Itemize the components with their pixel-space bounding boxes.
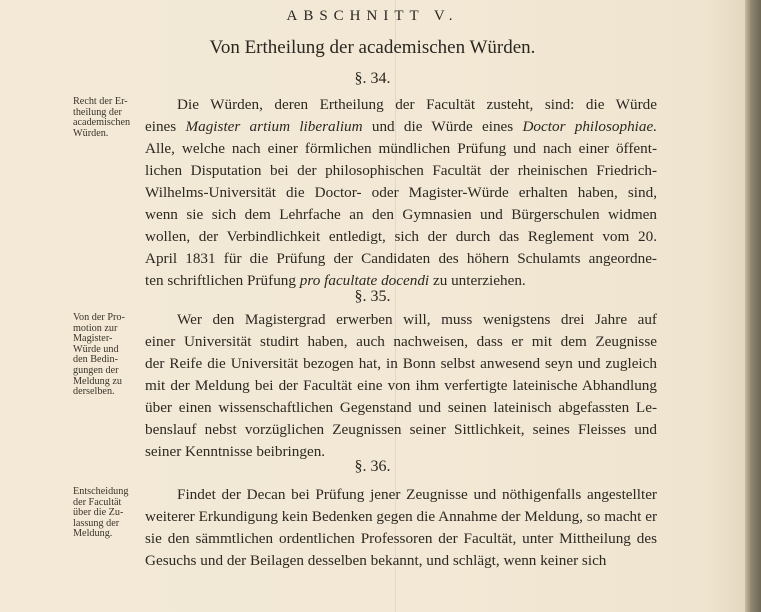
section-heading: ABSCHNITT V. xyxy=(286,8,459,24)
margin-note-36 xyxy=(73,487,143,540)
margin-note-line: theilung der xyxy=(73,106,122,118)
text-line: Findet der Decan bei Prüfung jener Zeugnisse und nöthigenfalls angestellter xyxy=(177,486,657,503)
margin-note-line: Entscheidung xyxy=(73,486,129,497)
margin-note-line: der Facultät xyxy=(73,496,122,508)
text-line: ten schriftlichen Prüfung pro facultate docendi zu unterziehen. xyxy=(145,272,526,289)
margin-note-line: Würden. xyxy=(73,127,109,139)
margin-note-line: academischen xyxy=(73,117,131,129)
text-line: Wilhelms-Universität die Doctor- oder Magister-Würde erhalten haben, sind, xyxy=(145,184,657,201)
paragraph-number-36: §. 36. xyxy=(354,458,391,475)
margin-note-line: über die Zu- xyxy=(73,507,124,519)
text-line: mit der Meldung bei der Facultät eine von ihm verfertigte lateinische Abhandlung xyxy=(145,377,657,394)
margin-note-line: den Bedin- xyxy=(73,354,118,366)
text-line: eines Magister artium liberalium und die Würde eines Doctor philosophiae. xyxy=(145,118,658,135)
page-edge xyxy=(745,0,761,612)
margin-note-line: Meldung zu xyxy=(73,375,122,387)
text-line: April 1831 für die Prüfung der Candidaten des höhern Schulamts angeordne- xyxy=(145,250,657,267)
text-line: weiterer Erkundigung kein Bedenken gegen die Annahme der Meldung, so macht er xyxy=(145,508,657,525)
margin-note-35 xyxy=(73,313,143,398)
text-line: Die Würden, deren Ertheilung der Facultät zusteht, sind: die Würde xyxy=(177,96,657,113)
text-line: Wer den Magistergrad erwerben will, muss wenigstens drei Jahre auf xyxy=(177,311,657,328)
text-line: wollen, der Verbindlichkeit entledigt, sich der durch das Reglement vom 20. xyxy=(145,228,657,245)
margin-note-line: gungen der xyxy=(73,364,119,376)
margin-note-line: Würde und xyxy=(73,343,119,355)
text-line: benslauf nebst vorzüglichen Zeugnissen seiner Sittlichkeit, seines Fleisses und xyxy=(145,421,657,438)
text-line: seiner Kenntnisse beibringen. xyxy=(145,443,326,460)
margin-note-line: Magister- xyxy=(73,333,113,345)
chapter-title: Von Ertheilung der academischen Würden. xyxy=(209,37,536,58)
margin-note-line: motion zur xyxy=(73,322,118,334)
paragraph-34-text xyxy=(145,94,657,292)
paragraph-35-text xyxy=(145,309,657,463)
text-line: Gesuchs und der Beilagen desselben bekannt, und schlägt, wenn keiner sich xyxy=(145,552,607,569)
margin-note-line: lassung der xyxy=(73,517,120,529)
margin-note-line: Meldung. xyxy=(73,528,113,540)
margin-note-line: Von der Pro- xyxy=(73,312,125,323)
text-line: lichen Disputation bei der philosophischen Facultät der rheinischen Friedrich- xyxy=(145,162,657,179)
paragraph-number-35: §. 35. xyxy=(354,288,391,305)
margin-note-34 xyxy=(73,97,143,139)
paragraph-number-34: §. 34. xyxy=(354,70,391,87)
text-line: sie den sämmtlichen ordentlichen Professoren der Facultät, unter Mittheilung des xyxy=(145,530,657,547)
text-line: Alle, welche nach einer förmlichen mündlichen Prüfung und nach einer öffent- xyxy=(145,140,657,157)
margin-note-line: derselben. xyxy=(73,386,115,398)
text-line: wenn sie sich dem Lehrfache an den Gymnasien und Bürgerschulen widmen xyxy=(145,206,657,223)
margin-note-line: Recht der Er- xyxy=(73,96,128,107)
text-line: der Reife die Universität bezogen hat, in Bonn selbst anwesend seyn und zugleich xyxy=(145,355,657,372)
text-line: einer Universität studirt haben, auch nachweisen, dass er mit dem Zeugnisse xyxy=(145,333,657,350)
text-line: über einen wissenschaftlichen Gegenstand und seinen lateinisch abgefassten Le- xyxy=(145,399,657,416)
paragraph-36-text xyxy=(145,484,657,572)
